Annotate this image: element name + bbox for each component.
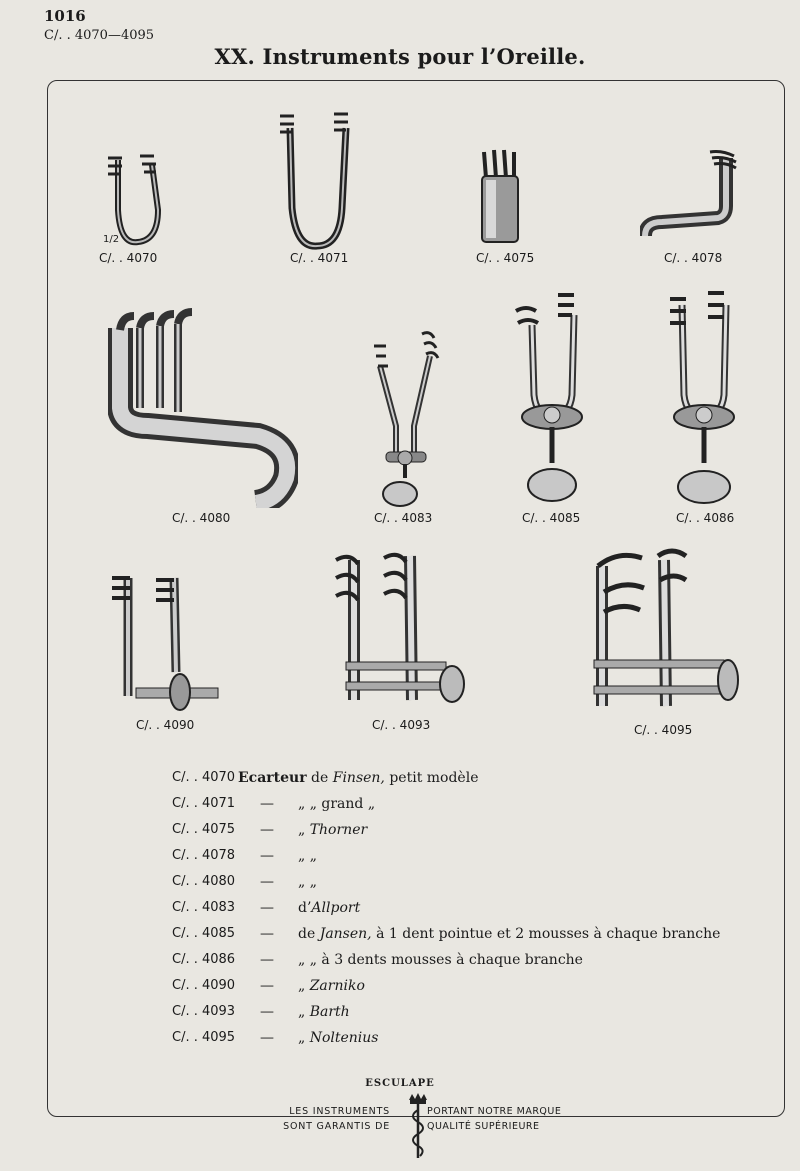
legend-row	[172, 1004, 732, 1030]
legend-row	[172, 952, 732, 978]
legend-description: „ „	[298, 848, 317, 864]
guarantee-left-line2: SONT GARANTIS DE	[283, 1121, 390, 1132]
legend-description: „ „	[298, 874, 317, 890]
legend-code: C/. . 4085	[172, 926, 236, 941]
guarantee-right	[427, 1104, 561, 1134]
legend-code: C/. . 4080	[172, 874, 236, 889]
legend-code: C/. . 4070	[172, 770, 236, 785]
catalog-range: C/. . 4070—4095	[44, 28, 155, 43]
legend-dash: —	[260, 822, 274, 838]
caption-4083: C/. . 4083	[374, 511, 433, 525]
legend-code: C/. . 4071	[172, 796, 236, 811]
legend-row	[172, 822, 732, 848]
instrument-4075-illustration	[476, 148, 526, 248]
legend-description: „ Zarniko	[298, 978, 365, 994]
legend-row	[172, 1030, 732, 1056]
guarantee-right-line2: QUALITÉ SUPÉRIEURE	[427, 1121, 540, 1132]
instrument-4085-illustration	[512, 285, 592, 510]
caption-4093: C/. . 4093	[372, 718, 431, 732]
caption-4085: C/. . 4085	[522, 511, 581, 525]
caption-4078: C/. . 4078	[664, 251, 723, 265]
legend-row	[172, 900, 732, 926]
legend-dash: —	[260, 1004, 274, 1020]
caption-4086: C/. . 4086	[676, 511, 735, 525]
legend-dash: —	[260, 796, 274, 812]
legend-code: C/. . 4095	[172, 1030, 236, 1045]
legend-description: „ „ grand „	[298, 796, 376, 812]
legend-dash: —	[260, 848, 274, 864]
instrument-legend	[172, 770, 732, 1056]
legend-code: C/. . 4086	[172, 952, 236, 967]
legend-code: C/. . 4078	[172, 848, 236, 863]
legend-dash: —	[260, 978, 274, 994]
legend-code: C/. . 4093	[172, 1004, 236, 1019]
caption-4090: C/. . 4090	[136, 718, 195, 732]
legend-dash: —	[260, 874, 274, 890]
instrument-4071-illustration	[272, 108, 362, 253]
caption-4095: C/. . 4095	[634, 723, 693, 737]
legend-description: „ Barth	[298, 1004, 350, 1020]
legend-row	[172, 978, 732, 1004]
page-number: 1016	[44, 7, 86, 25]
legend-row	[172, 796, 732, 822]
page-title: XX. Instruments pour l’Oreille.	[214, 44, 586, 69]
legend-dash: —	[260, 1030, 274, 1046]
legend-description: „ „ à 3 dents mousses à chaque branche	[298, 952, 583, 968]
legend-description: Ecarteur de Finsen, petit modèle	[238, 770, 479, 786]
guarantee-right-line1: PORTANT NOTRE MARQUE	[427, 1106, 562, 1117]
legend-code: C/. . 4083	[172, 900, 236, 915]
caption-4071: C/. . 4071	[290, 251, 349, 265]
legend-description: „ Noltenius	[298, 1030, 379, 1046]
legend-row	[172, 770, 732, 796]
legend-description: de Jansen, à 1 dent pointue et 2 mousses à chaque branche	[298, 926, 721, 942]
instrument-4093-illustration	[332, 550, 472, 715]
scale-mark: 1/2	[103, 234, 120, 245]
caption-4070: C/. . 4070	[99, 251, 158, 265]
brand-name: ESCULAPE	[365, 1078, 435, 1089]
instrument-4095-illustration	[584, 546, 744, 718]
instrument-4080-illustration	[108, 308, 298, 508]
legend-dash: —	[260, 900, 274, 916]
legend-dash: —	[260, 926, 274, 942]
legend-dash: —	[260, 952, 274, 968]
guarantee-left	[283, 1104, 390, 1134]
guarantee-left-line1: LES INSTRUMENTS	[289, 1106, 390, 1117]
legend-row	[172, 926, 732, 952]
instrument-4083-illustration	[366, 326, 446, 511]
instrument-4090-illustration	[106, 572, 226, 712]
instrument-4086-illustration	[664, 285, 744, 510]
legend-description: d’Allport	[298, 900, 361, 916]
legend-row	[172, 848, 732, 874]
caption-4080: C/. . 4080	[172, 511, 231, 525]
legend-description: „ Thorner	[298, 822, 368, 838]
caption-4075: C/. . 4075	[476, 251, 535, 265]
legend-code: C/. . 4090	[172, 978, 236, 993]
legend-code: C/. . 4075	[172, 822, 236, 837]
instrument-4078-illustration	[640, 148, 740, 248]
legend-row	[172, 874, 732, 900]
